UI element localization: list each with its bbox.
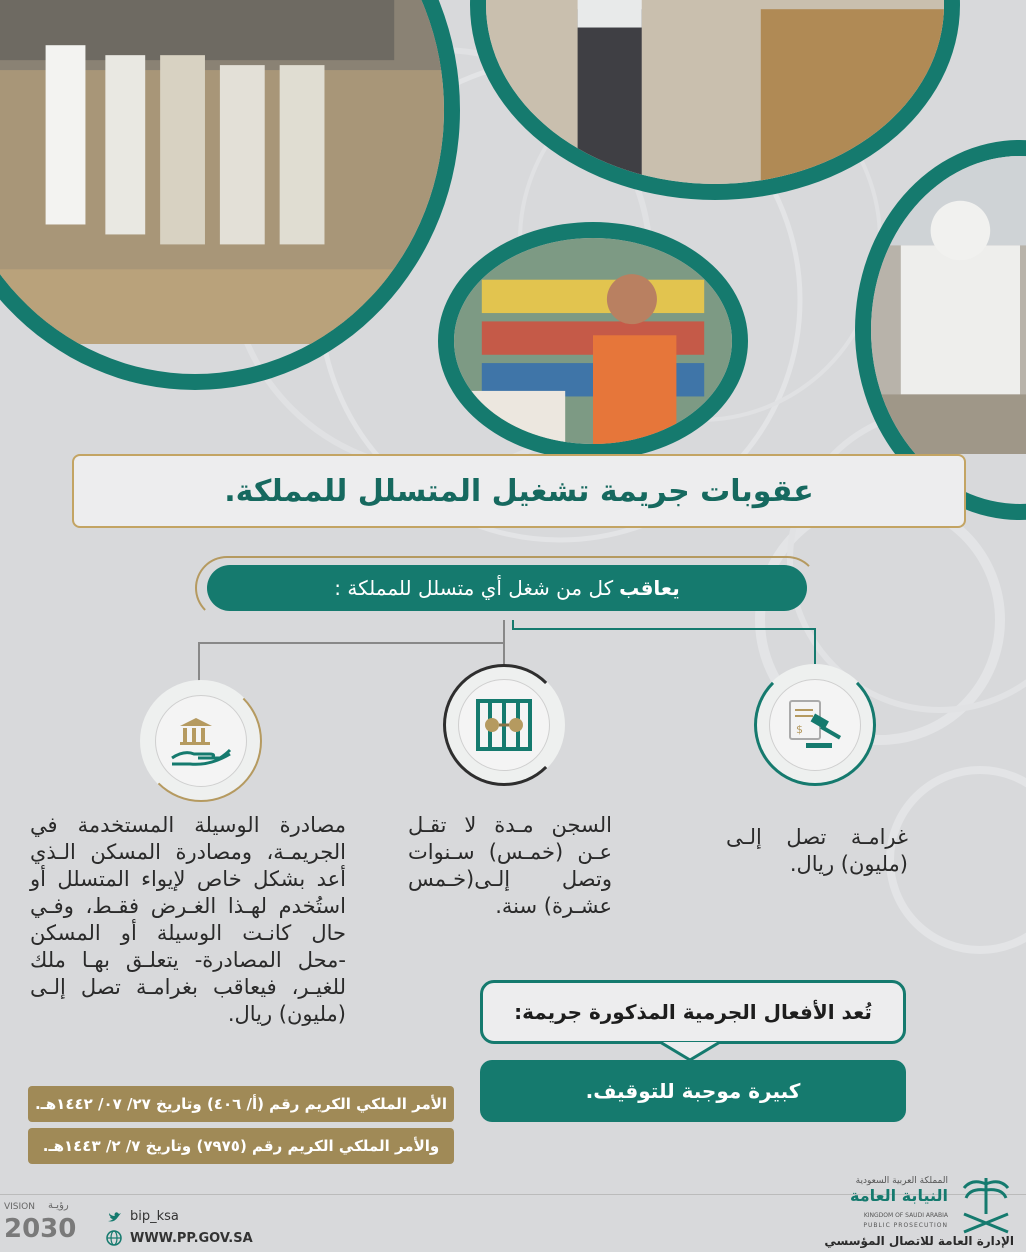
connector-horizontal (198, 642, 504, 644)
vision-year: 2030 (4, 1214, 77, 1244)
crime-answer-text: كبيرة موجبة للتوقيف. (585, 1079, 801, 1103)
connector-right-down (814, 628, 816, 668)
prison-bars-icon (474, 697, 534, 753)
photo-construction-workers (0, 0, 460, 390)
penalty-confiscation-text: مصادرة الوسيلة المستخدمة في الجريمـة، ومصادرة المسكن الـذي أعد بشكل خاص لإيواء المتسلل أو استُخدم لهـذا الغـرض فقـط، وفـي حال كانـت الوسيلة أو المسكن -محل المصادرة- يتعلـق بهـا ملك للغيـر، فيعاقب بغرامـة تصل إلـى (مليون) ريال. (30, 813, 346, 1026)
lead-statement (207, 565, 807, 611)
palm-swords-icon (958, 1174, 1014, 1238)
crime-classification-question (480, 980, 906, 1044)
connector-center-down (503, 620, 505, 666)
org-english-name: PUBLIC PROSECUTION (863, 1222, 948, 1229)
connector-right-up (512, 620, 514, 630)
crime-question-text: تُعد الأفعال الجرمية المذكورة جريمة: (514, 1000, 872, 1024)
gavel-icon (784, 697, 846, 753)
globe-icon (106, 1230, 122, 1246)
penalty-prison-text: السجن مـدة لا تقـل عـن (خمـس) سـنوات وتصل إلـى(خـمس عشـرة) سنة. (408, 813, 612, 918)
vision-2030-logo (4, 1200, 84, 1250)
twitter-handle[interactable]: bip_ksa (130, 1209, 179, 1224)
connector-right-horizontal (512, 628, 816, 630)
twitter-row[interactable] (108, 1209, 179, 1224)
org-arabic-top: المملكة العربية السعودية (855, 1176, 948, 1186)
twitter-icon (108, 1211, 122, 1223)
lead-bold: يعاقب (619, 576, 680, 600)
bank-hand-icon (170, 714, 232, 768)
connector-left-down (198, 642, 200, 684)
decree-2: والأمر الملكي الكريم رقم (٧٩٧٥) وتاريخ ٧/ ٢/ ١٤٤٣هـ. (28, 1128, 454, 1164)
photo-shop-worker (438, 222, 748, 460)
vision-label: VISION (4, 1202, 35, 1212)
penalty-icon-confiscation (140, 680, 262, 802)
org-logo-block (824, 1170, 1020, 1252)
pointer-arrow (660, 1042, 720, 1062)
vision-arabic: رؤيـة (48, 1200, 69, 1211)
org-department: الإدارة العامة للاتصال المؤسسي (824, 1234, 1014, 1248)
crime-classification-answer (480, 1060, 906, 1122)
website-url[interactable]: WWW.PP.GOV.SA (130, 1230, 253, 1246)
website-row[interactable] (106, 1230, 253, 1246)
svg-text:$: $ (796, 723, 803, 736)
penalty-icon-prison (443, 664, 565, 786)
penalty-fine-text: غرامـة تصل إلـى (مليون) ريال. (726, 825, 908, 876)
penalty-icon-fine (754, 664, 876, 786)
page-title: عقوبات جريمة تشغيل المتسلل للمملكة. (224, 473, 814, 509)
page-title-box (72, 454, 966, 528)
lead-text: كل من شغل أي متسلل للمملكة : (334, 576, 614, 600)
org-english-top: KINGDOM OF SAUDI ARABIA (863, 1212, 948, 1219)
decree-1: الأمر الملكي الكريم رقم (أ/ ٤٠٦) وتاريخ ٢٧/ ٠٧/ ١٤٤٢هـ. (28, 1086, 454, 1122)
org-arabic-name: النيابة العامة (850, 1186, 948, 1205)
